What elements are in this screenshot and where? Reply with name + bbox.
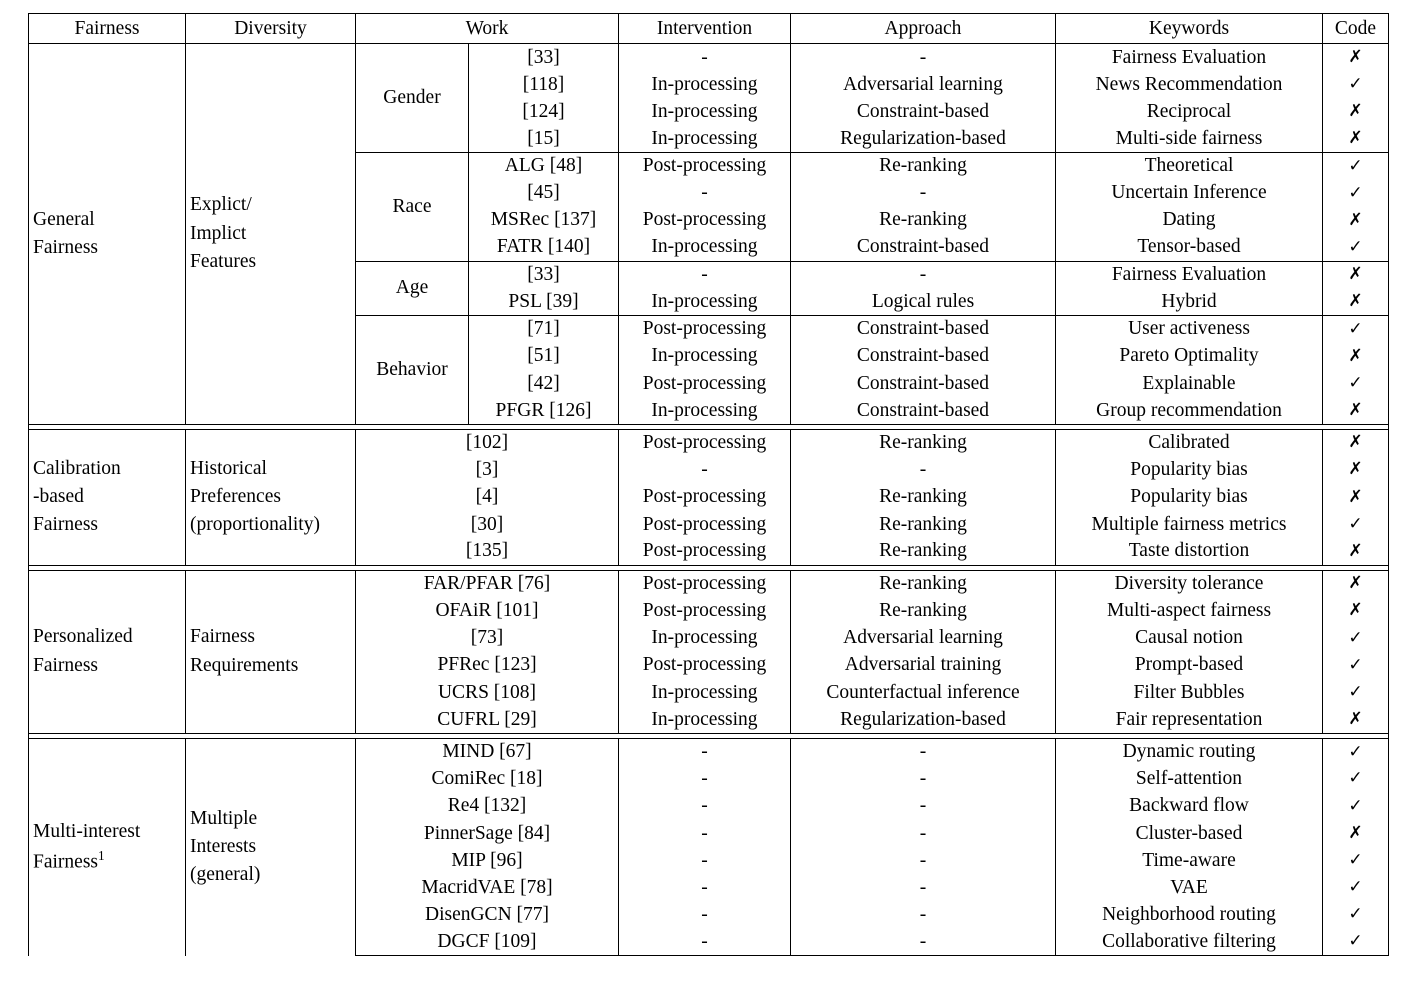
work-cell: PSL [39] <box>469 288 619 315</box>
table-row <box>29 738 1389 765</box>
intervention-cell: - <box>619 179 791 206</box>
keywords-cell: Multi-side fairness <box>1056 125 1323 152</box>
intervention-cell: In-processing <box>619 98 791 125</box>
work-cell: [118] <box>469 71 619 98</box>
intervention-cell: In-processing <box>619 343 791 370</box>
code-availability-cell: ✗ <box>1323 570 1389 597</box>
code-availability-cell: ✓ <box>1323 847 1389 874</box>
keywords-cell: Group recommendation <box>1056 397 1323 424</box>
code-availability-cell: ✗ <box>1323 261 1389 288</box>
intervention-cell: In-processing <box>619 706 791 733</box>
code-availability-cell: ✓ <box>1323 929 1389 956</box>
intervention-cell: - <box>619 44 791 71</box>
work-cell: [73] <box>356 624 619 651</box>
work-cell: [102] <box>356 429 619 456</box>
approach-cell: - <box>791 820 1056 847</box>
approach-cell: Adversarial learning <box>791 624 1056 651</box>
approach-cell: - <box>791 456 1056 483</box>
work-cell: Re4 [132] <box>356 793 619 820</box>
work-cell: MIND [67] <box>356 738 619 765</box>
code-availability-cell: ✗ <box>1323 343 1389 370</box>
code-availability-cell: ✓ <box>1323 901 1389 928</box>
keywords-cell: Multi-aspect fairness <box>1056 597 1323 624</box>
code-availability-cell: ✓ <box>1323 874 1389 901</box>
cell-line: (general) <box>190 864 261 886</box>
intervention-cell: Post-processing <box>619 538 791 565</box>
work-cell: [51] <box>469 343 619 370</box>
intervention-cell: - <box>619 874 791 901</box>
intervention-cell: Post-processing <box>619 152 791 179</box>
keywords-cell: Dynamic routing <box>1056 738 1323 765</box>
work-cell: OFAiR [101] <box>356 597 619 624</box>
approach-cell: Re-ranking <box>791 511 1056 538</box>
work-cell: ALG [48] <box>469 152 619 179</box>
work-cell: UCRS [108] <box>356 679 619 706</box>
diversity-category-cell <box>186 44 356 425</box>
fairness-category-cell <box>29 429 186 565</box>
keywords-cell: Self-attention <box>1056 765 1323 792</box>
keywords-cell: Fair representation <box>1056 706 1323 733</box>
work-cell: MIP [96] <box>356 847 619 874</box>
intervention-cell: Post-processing <box>619 652 791 679</box>
keywords-cell: VAE <box>1056 874 1323 901</box>
column-header-work: Work <box>356 14 619 44</box>
keywords-cell: Theoretical <box>1056 152 1323 179</box>
diversity-category-cell <box>186 738 356 956</box>
code-availability-cell: ✓ <box>1323 624 1389 651</box>
keywords-cell: Uncertain Inference <box>1056 179 1323 206</box>
approach-cell: - <box>791 44 1056 71</box>
keywords-cell: Taste distortion <box>1056 538 1323 565</box>
work-cell: [30] <box>356 511 619 538</box>
code-availability-cell: ✓ <box>1323 679 1389 706</box>
column-header-keywords: Keywords <box>1056 14 1323 44</box>
approach-cell: Regularization-based <box>791 125 1056 152</box>
work-cell: [71] <box>469 315 619 342</box>
approach-cell: - <box>791 874 1056 901</box>
cell-line: Explict/ <box>190 194 252 216</box>
intervention-cell: - <box>619 820 791 847</box>
code-availability-cell: ✓ <box>1323 315 1389 342</box>
cell-line: Calibration <box>33 457 121 479</box>
cell-line: (proportionality) <box>190 514 320 536</box>
keywords-cell: Reciprocal <box>1056 98 1323 125</box>
intervention-cell: In-processing <box>619 125 791 152</box>
approach-cell: Counterfactual inference <box>791 679 1056 706</box>
intervention-cell: Post-processing <box>619 511 791 538</box>
approach-cell: - <box>791 929 1056 956</box>
diversity-category-cell <box>186 570 356 733</box>
keywords-cell: Tensor-based <box>1056 234 1323 261</box>
attribute-cell: Age <box>356 261 469 315</box>
work-cell: [42] <box>469 370 619 397</box>
intervention-cell: - <box>619 793 791 820</box>
table-row <box>29 570 1389 597</box>
code-availability-cell: ✗ <box>1323 597 1389 624</box>
code-availability-cell: ✓ <box>1323 152 1389 179</box>
intervention-cell: - <box>619 765 791 792</box>
code-availability-cell: ✓ <box>1323 511 1389 538</box>
work-cell: FAR/PFAR [76] <box>356 570 619 597</box>
intervention-cell: - <box>619 847 791 874</box>
intervention-cell: - <box>619 901 791 928</box>
approach-cell: - <box>791 901 1056 928</box>
approach-cell: Re-ranking <box>791 597 1056 624</box>
approach-cell: - <box>791 847 1056 874</box>
table-header-row <box>29 14 1389 44</box>
keywords-cell: Multiple fairness metrics <box>1056 511 1323 538</box>
approach-cell: Constraint-based <box>791 315 1056 342</box>
cell-line: Personalized <box>33 626 133 648</box>
code-availability-cell: ✓ <box>1323 765 1389 792</box>
approach-cell: Regularization-based <box>791 706 1056 733</box>
code-availability-cell: ✓ <box>1323 738 1389 765</box>
code-availability-cell: ✗ <box>1323 538 1389 565</box>
work-cell: [135] <box>356 538 619 565</box>
work-cell: DisenGCN [77] <box>356 901 619 928</box>
keywords-cell: Popularity bias <box>1056 484 1323 511</box>
diversity-category-cell <box>186 429 356 565</box>
approach-cell: Adversarial learning <box>791 71 1056 98</box>
survey-table-container <box>28 13 1388 956</box>
work-cell: [15] <box>469 125 619 152</box>
keywords-cell: Prompt-based <box>1056 652 1323 679</box>
work-cell: [33] <box>469 44 619 71</box>
intervention-cell: - <box>619 738 791 765</box>
keywords-cell: Filter Bubbles <box>1056 679 1323 706</box>
cell-line: Fairness <box>33 514 98 536</box>
code-availability-cell: ✗ <box>1323 456 1389 483</box>
attribute-cell: Race <box>356 152 469 261</box>
cell-line: Multiple <box>190 807 258 829</box>
code-availability-cell: ✗ <box>1323 820 1389 847</box>
cell-line: Requirements <box>190 654 299 676</box>
code-availability-cell: ✗ <box>1323 207 1389 234</box>
cell-line: Historical <box>190 457 267 479</box>
cell-line: General <box>33 208 95 230</box>
work-cell: [3] <box>356 456 619 483</box>
keywords-cell: Diversity tolerance <box>1056 570 1323 597</box>
intervention-cell: Post-processing <box>619 429 791 456</box>
intervention-cell: - <box>619 929 791 956</box>
code-availability-cell: ✓ <box>1323 793 1389 820</box>
cell-line: Implict <box>190 222 247 244</box>
cell-line: Fairness$^1$ <box>33 847 105 873</box>
keywords-cell: Fairness Evaluation <box>1056 44 1323 71</box>
keywords-cell: Pareto Optimality <box>1056 343 1323 370</box>
approach-cell: - <box>791 261 1056 288</box>
code-availability-cell: ✗ <box>1323 98 1389 125</box>
cell-line: Interests <box>190 836 257 858</box>
intervention-cell: Post-processing <box>619 315 791 342</box>
keywords-cell: News Recommendation <box>1056 71 1323 98</box>
keywords-cell: Hybrid <box>1056 288 1323 315</box>
approach-cell: Logical rules <box>791 288 1056 315</box>
approach-cell: Re-ranking <box>791 570 1056 597</box>
intervention-cell: - <box>619 456 791 483</box>
keywords-cell: Cluster-based <box>1056 820 1323 847</box>
keywords-cell: Time-aware <box>1056 847 1323 874</box>
code-availability-cell: ✓ <box>1323 370 1389 397</box>
work-cell: MSRec [137] <box>469 207 619 234</box>
cell-line: Preferences <box>190 485 281 507</box>
cell-line: Fairness <box>33 236 98 258</box>
intervention-cell: Post-processing <box>619 597 791 624</box>
approach-cell: - <box>791 765 1056 792</box>
attribute-cell: Gender <box>356 44 469 153</box>
work-cell: ComiRec [18] <box>356 765 619 792</box>
table-row <box>29 44 1389 71</box>
approach-cell: Constraint-based <box>791 234 1056 261</box>
keywords-cell: User activeness <box>1056 315 1323 342</box>
code-availability-cell: ✓ <box>1323 179 1389 206</box>
fairness-category-cell <box>29 570 186 733</box>
code-availability-cell: ✓ <box>1323 234 1389 261</box>
work-cell: [33] <box>469 261 619 288</box>
cell-line: Fairness <box>33 654 98 676</box>
work-cell: [4] <box>356 484 619 511</box>
code-availability-cell: ✗ <box>1323 44 1389 71</box>
approach-cell: - <box>791 793 1056 820</box>
keywords-cell: Neighborhood routing <box>1056 901 1323 928</box>
approach-cell: Re-ranking <box>791 152 1056 179</box>
approach-cell: Constraint-based <box>791 343 1056 370</box>
column-header-diversity: Diversity <box>186 14 356 44</box>
keywords-cell: Fairness Evaluation <box>1056 261 1323 288</box>
column-header-approach: Approach <box>791 14 1056 44</box>
work-cell: CUFRL [29] <box>356 706 619 733</box>
attribute-cell: Behavior <box>356 315 469 424</box>
column-header-fairness: Fairness <box>29 14 186 44</box>
approach-cell: - <box>791 738 1056 765</box>
keywords-cell: Backward flow <box>1056 793 1323 820</box>
cell-line: Fairness <box>190 626 255 648</box>
intervention-cell: - <box>619 261 791 288</box>
code-availability-cell: ✓ <box>1323 652 1389 679</box>
intervention-cell: Post-processing <box>619 207 791 234</box>
column-header-intervention: Intervention <box>619 14 791 44</box>
cell-line: Features <box>190 250 257 272</box>
work-cell: FATR [140] <box>469 234 619 261</box>
keywords-cell: Collaborative filtering <box>1056 929 1323 956</box>
fairness-category-cell <box>29 44 186 425</box>
work-cell: DGCF [109] <box>356 929 619 956</box>
approach-cell: Adversarial training <box>791 652 1056 679</box>
column-header-code: Code <box>1323 14 1389 44</box>
work-cell: [124] <box>469 98 619 125</box>
intervention-cell: Post-processing <box>619 484 791 511</box>
work-cell: [45] <box>469 179 619 206</box>
code-availability-cell: ✗ <box>1323 288 1389 315</box>
code-availability-cell: ✗ <box>1323 484 1389 511</box>
intervention-cell: In-processing <box>619 397 791 424</box>
work-cell: MacridVAE [78] <box>356 874 619 901</box>
code-availability-cell: ✗ <box>1323 706 1389 733</box>
keywords-cell: Calibrated <box>1056 429 1323 456</box>
approach-cell: Constraint-based <box>791 98 1056 125</box>
approach-cell: Constraint-based <box>791 397 1056 424</box>
approach-cell: Re-ranking <box>791 429 1056 456</box>
code-availability-cell: ✗ <box>1323 429 1389 456</box>
approach-cell: Constraint-based <box>791 370 1056 397</box>
code-availability-cell: ✗ <box>1323 125 1389 152</box>
keywords-cell: Popularity bias <box>1056 456 1323 483</box>
work-cell: PinnerSage [84] <box>356 820 619 847</box>
approach-cell: - <box>791 179 1056 206</box>
approach-cell: Re-ranking <box>791 207 1056 234</box>
code-availability-cell: ✓ <box>1323 71 1389 98</box>
intervention-cell: In-processing <box>619 288 791 315</box>
intervention-cell: In-processing <box>619 234 791 261</box>
keywords-cell: Causal notion <box>1056 624 1323 651</box>
keywords-cell: Explainable <box>1056 370 1323 397</box>
table-row <box>29 429 1389 456</box>
intervention-cell: In-processing <box>619 679 791 706</box>
intervention-cell: Post-processing <box>619 370 791 397</box>
intervention-cell: Post-processing <box>619 570 791 597</box>
keywords-cell: Dating <box>1056 207 1323 234</box>
cell-line: Multi-interest <box>33 820 141 842</box>
approach-cell: Re-ranking <box>791 484 1056 511</box>
footnote-marker: 1 <box>98 847 105 863</box>
cell-line: -based <box>33 485 84 507</box>
code-availability-cell: ✗ <box>1323 397 1389 424</box>
intervention-cell: In-processing <box>619 624 791 651</box>
work-cell: PFRec [123] <box>356 652 619 679</box>
fairness-category-cell <box>29 738 186 956</box>
intervention-cell: In-processing <box>619 71 791 98</box>
approach-cell: Re-ranking <box>791 538 1056 565</box>
fairness-diversity-survey-table <box>28 13 1389 956</box>
work-cell: PFGR [126] <box>469 397 619 424</box>
